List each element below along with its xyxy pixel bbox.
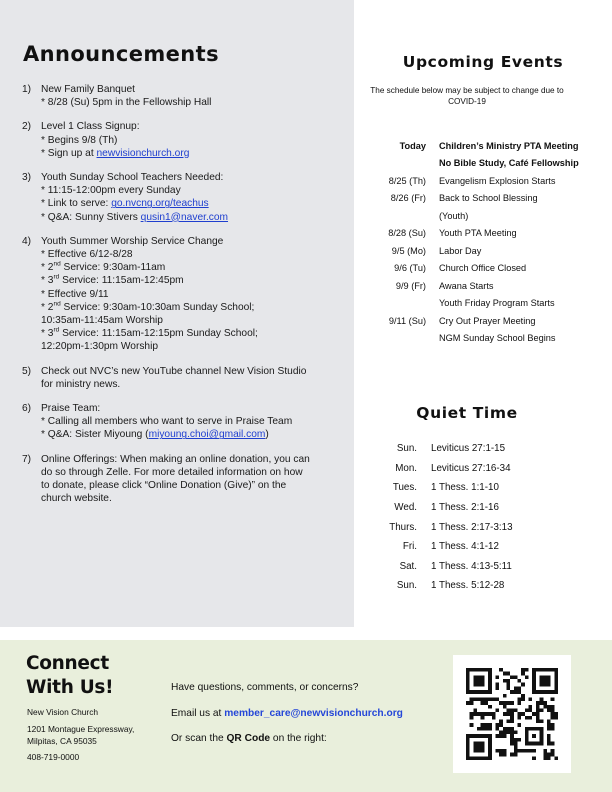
event-row	[354, 225, 612, 243]
event-row	[354, 330, 612, 348]
announcement-item: 5) Check out NVC’s new YouTube channel New Vision Studio for ministry news.	[22, 365, 307, 390]
quiet-time-day: Mon.	[395, 462, 417, 474]
event-date: 9/9 (Fr)	[395, 280, 426, 291]
quiet-time-passage: 1 Thess. 4:1-12	[431, 541, 499, 553]
event-row	[354, 137, 612, 155]
quiet-time-row	[354, 537, 612, 557]
event-date: 9/5 (Mo)	[391, 245, 426, 256]
announcement-item: 6) Praise Team: * Calling all members who want to serve in Praise Team * Q&A: Sister Miyoung (miyoung.choi@gmail.com)	[22, 403, 293, 441]
church-address: 1201 Montague Expressway, Milpitas, CA 95035	[27, 724, 135, 746]
event-date: 8/25 (Th)	[388, 175, 426, 186]
qr-code-icon[interactable]	[453, 655, 571, 773]
event-row	[354, 260, 612, 278]
quiet-time-day: Tues.	[392, 482, 417, 494]
event-date: 9/11 (Su)	[388, 315, 426, 326]
quiet-time-row	[354, 459, 612, 479]
quiet-time-day: Fri.	[402, 541, 417, 553]
quiet-time-day: Wed.	[394, 502, 417, 514]
event-row	[354, 295, 612, 313]
serve-link[interactable]: go.nvcng.org/teachus	[111, 198, 209, 210]
member-care-email-link[interactable]: member_care@newvisionchurch.org	[224, 708, 403, 719]
announcement-item: 4) Youth Summer Worship Service Change * Effective 6/12-8/28 * 2nd Service: 9:30am-11am * 3rd Service: 11:15am-12:45pm * Effective 9/11 * 2nd Service: 9:30am-10:30am Sunday School; 10:35am-11:45am Worship * 3rd Service: 11:15am-12:15pm Sunday School; 12:20pm-1:30pm Worship	[22, 235, 258, 353]
event-name: Youth Friday Program Starts	[439, 298, 555, 309]
quiet-time-passage: 1 Thess. 1:1-10	[431, 482, 499, 494]
quiet-time-passage: 1 Thess. 2:1-16	[431, 502, 499, 514]
quiet-time-passage: 1 Thess. 4:13-5:11	[431, 560, 512, 572]
event-name: Cry Out Prayer Meeting	[439, 315, 536, 326]
announcement-item: 3) Youth Sunday School Teachers Needed: * 11:15-12:00pm every Sunday * Link to serve: go.nvcng.org/teachus * Q&A: Sunny Stivers qusin1@naver.com	[22, 172, 229, 223]
event-row	[354, 312, 612, 330]
event-name: No Bible Study, Café Fellowship	[439, 158, 579, 169]
quiet-time-passage: 1 Thess. 2:17-3:13	[431, 521, 513, 533]
quiet-time-table	[354, 439, 612, 596]
signup-link[interactable]: newvisionchurch.org	[96, 147, 190, 159]
event-name: Labor Day	[439, 245, 482, 256]
quiet-time-day: Sun.	[396, 580, 417, 592]
church-phone: 408-719-0000	[27, 752, 80, 762]
schedule-note: The schedule below may be subject to change due to COVID-19	[370, 86, 564, 106]
church-name: New Vision Church	[27, 707, 99, 717]
quiet-time-row	[354, 517, 612, 537]
quiet-time-row	[354, 576, 612, 596]
event-name: Evangelism Explosion Starts	[439, 175, 556, 186]
upcoming-events-title: Upcoming Events	[402, 53, 564, 71]
events-table	[354, 137, 612, 347]
quiet-time-row	[354, 557, 612, 577]
quiet-time-day: Thurs.	[389, 521, 417, 533]
quiet-time-row	[354, 439, 612, 459]
event-name: Youth PTA Meeting	[439, 228, 517, 239]
event-name: Church Office Closed	[439, 263, 527, 274]
event-date: 8/28 (Su)	[388, 228, 426, 239]
announcements-list	[22, 83, 344, 516]
connect-title: Connect With Us!	[26, 653, 114, 698]
praise-email-link[interactable]: miyoung.choi@gmail.com	[148, 429, 266, 441]
qr-instruction: Or scan the QR Code on the right:	[171, 733, 327, 744]
connect-footer	[0, 640, 612, 792]
announcement-item: 7) Online Offerings: When making an online donation, you can do so through Zelle. For more detailed information on how to donate, please click “Online Donation (Give)” on the church website.	[22, 453, 310, 505]
quiet-time-day: Sat.	[399, 560, 417, 572]
event-row	[354, 190, 612, 208]
quiet-time-row	[354, 478, 612, 498]
quiet-time-day: Sun.	[396, 443, 417, 455]
email-line: Email us at member_care@newvisionchurch.org	[171, 708, 403, 719]
quiet-time-passage: Leviticus 27:16-34	[431, 462, 511, 474]
event-name: Back to School Blessing	[439, 193, 538, 204]
event-row	[354, 155, 612, 173]
event-name: Awana Starts	[439, 280, 494, 291]
event-name: NGM Sunday School Begins	[439, 333, 556, 344]
quiet-time-row	[354, 498, 612, 518]
event-date: 9/6 (Tu)	[394, 263, 426, 274]
event-row	[354, 277, 612, 295]
event-date: 8/26 (Fr)	[390, 193, 426, 204]
quiet-time-title: Quiet Time	[416, 404, 518, 422]
announcement-item: 1) New Family Banquet * 8/28 (Su) 5pm in the Fellowship Hall	[22, 84, 212, 109]
announcements-title: Announcements	[23, 42, 219, 66]
event-row	[354, 207, 612, 225]
quiet-time-passage: Leviticus 27:1-15	[431, 443, 506, 455]
quiet-time-passage: 1 Thess. 5:12-28	[431, 580, 505, 592]
qa-email-link[interactable]: qusin1@naver.com	[140, 211, 229, 223]
event-row	[354, 172, 612, 190]
event-date: Today	[399, 140, 426, 151]
announcement-item: 2) Level 1 Class Signup: * Begins 9/8 (Th) * Sign up at newvisionchurch.org	[22, 121, 190, 159]
event-name: (Youth)	[439, 210, 469, 221]
event-row	[354, 242, 612, 260]
event-name: Children’s Ministry PTA Meeting	[439, 140, 579, 151]
questions-text: Have questions, comments, or concerns?	[171, 682, 359, 693]
